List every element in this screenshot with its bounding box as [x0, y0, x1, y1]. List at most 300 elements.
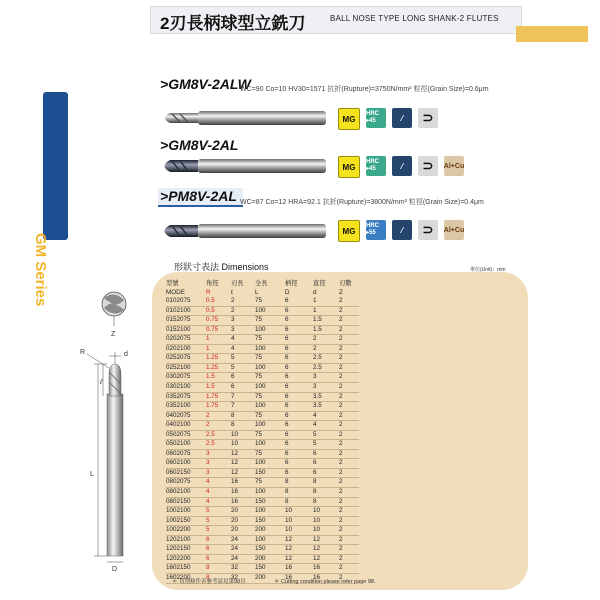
cell-r: 6: [206, 535, 210, 543]
cell-d: 2: [313, 344, 317, 352]
cell-mode: 0102075: [166, 297, 191, 305]
cell-d: 3.5: [313, 402, 322, 410]
end-mill-image-1: [158, 106, 328, 130]
cell-mode: 0152100: [166, 325, 191, 333]
cell-L: 75: [255, 316, 263, 324]
cell-z: 2: [339, 478, 343, 486]
cell-D: 6: [285, 392, 289, 400]
table-row: [166, 545, 359, 555]
cell-d: 5: [313, 430, 317, 438]
product-name-2: >GM8V-2AL: [160, 137, 239, 153]
ball-nose-icon: ⊃: [418, 156, 438, 176]
table-row: [166, 459, 359, 469]
cell-D: 6: [285, 430, 289, 438]
cell-z: 2: [339, 354, 343, 362]
cell-mode: 0202100: [166, 344, 191, 352]
cell-mode: 0302100: [166, 383, 191, 391]
cell-z: 2: [339, 344, 343, 352]
cell-z: 2: [339, 325, 343, 333]
side-label-pm: PM Series: [32, 310, 49, 383]
cell-r: 6: [206, 554, 210, 562]
tool-top-view-drawing: [90, 282, 152, 342]
cell-l: 12: [231, 459, 239, 467]
cell-r: 2.5: [206, 430, 215, 438]
cell-z: 2: [339, 316, 343, 324]
cell-d: 4: [313, 411, 317, 419]
cell-r: 1.75: [206, 392, 219, 400]
cell-L: 100: [255, 363, 266, 371]
cell-l: 2: [231, 297, 235, 305]
table-row: [166, 392, 359, 402]
table-row: [166, 383, 359, 393]
flute-angle-icon: ⁄: [392, 108, 412, 128]
cell-z: 2: [339, 373, 343, 381]
flute-angle-icon: ⁄: [392, 220, 412, 240]
cell-d: 1: [313, 297, 317, 305]
cell-l: 16: [231, 478, 239, 486]
cell-L: 100: [255, 344, 266, 352]
cell-d: 3: [313, 373, 317, 381]
table-row: [166, 554, 359, 564]
cell-z: 2: [339, 430, 343, 438]
label-L: L: [90, 471, 94, 478]
cell-d: 12: [313, 554, 321, 562]
cell-z: 2: [339, 535, 343, 543]
product-name-1-text: GM8V-2ALW: [168, 76, 251, 92]
cell-d: 6: [313, 468, 317, 476]
product-name-3: >PM8V-2AL: [158, 188, 243, 207]
cell-L: 75: [255, 335, 263, 343]
cell-l: 32: [231, 564, 239, 572]
col-zh-z: 刃數: [339, 280, 352, 287]
cell-d: 3.5: [313, 392, 322, 400]
cell-L: 150: [255, 564, 266, 572]
side-label-gm: GM Series: [32, 233, 49, 307]
cell-r: 1.5: [206, 373, 215, 381]
cell-mode: 1002150: [166, 516, 191, 524]
cell-mode: 0202075: [166, 335, 191, 343]
label-D: D: [112, 566, 118, 573]
col-l: ℓ: [231, 288, 234, 296]
col-mode: MODE: [166, 288, 185, 296]
cell-z: 2: [339, 564, 343, 572]
cell-mode: 0802075: [166, 478, 191, 486]
cell-L: 100: [255, 459, 266, 467]
cell-r: 4: [206, 497, 210, 505]
cell-z: 2: [339, 440, 343, 448]
mg-badge: MG: [338, 108, 360, 130]
table-row: [166, 402, 359, 412]
cell-z: 2: [339, 573, 343, 581]
cell-r: 8: [206, 564, 210, 572]
col-zh-l: 刃長: [231, 280, 244, 287]
page-title-zh: 2刃長柄球型立銑刀: [160, 14, 306, 33]
col-zh-L: 全長: [255, 280, 268, 287]
cell-mode: 0352075: [166, 392, 191, 400]
cell-l: 7: [231, 402, 235, 410]
cell-l: 12: [231, 449, 239, 457]
cell-z: 2: [339, 411, 343, 419]
cell-l: 7: [231, 392, 235, 400]
cell-D: 16: [285, 564, 293, 572]
cell-L: 200: [255, 554, 266, 562]
ball-nose-icon: ⊃: [418, 108, 438, 128]
cell-z: 2: [339, 392, 343, 400]
cell-mode: 0402100: [166, 421, 191, 429]
cell-z: 2: [339, 488, 343, 496]
label-d: d: [124, 351, 128, 358]
cell-r: 3: [206, 468, 210, 476]
cell-D: 6: [285, 383, 289, 391]
label-l: ℓ: [100, 379, 103, 386]
table-row: [166, 316, 359, 326]
cell-L: 75: [255, 297, 263, 305]
cell-r: 2: [206, 421, 210, 429]
cell-D: 6: [285, 421, 289, 429]
cell-l: 24: [231, 545, 239, 553]
cell-r: 1.25: [206, 354, 219, 362]
cell-d: 1: [313, 306, 317, 314]
cell-D: 6: [285, 354, 289, 362]
col-L: L: [255, 288, 259, 296]
col-zh-mode: 型號: [166, 280, 179, 287]
col-r: R: [206, 288, 211, 296]
cell-d: 16: [313, 573, 321, 581]
cell-l: 16: [231, 497, 239, 505]
cell-d: 1.5: [313, 316, 322, 324]
cell-l: 10: [231, 430, 239, 438]
cell-d: 1.5: [313, 325, 322, 333]
product-specs-3: WC=87 Co=12 HRA=92.1 抗折(Rupture)=3800N/mm² 粒徑(Grain Size)=0.4μm: [240, 199, 484, 206]
note-en: ＊ Cutting condition please refer page 98.: [274, 579, 376, 585]
cell-mode: 1602150: [166, 564, 191, 572]
cell-l: 20: [231, 516, 239, 524]
cell-r: 5: [206, 507, 210, 515]
cell-L: 100: [255, 488, 266, 496]
cell-D: 6: [285, 373, 289, 381]
header-accent: [516, 26, 588, 42]
cell-L: 75: [255, 478, 263, 486]
cell-d: 6: [313, 449, 317, 457]
cell-D: 6: [285, 459, 289, 467]
cell-l: 2: [231, 306, 235, 314]
cell-d: 8: [313, 478, 317, 486]
cell-d: 16: [313, 564, 321, 572]
cell-l: 3: [231, 325, 235, 333]
mg-badge: MG: [338, 156, 360, 178]
unit-label: 單位(Unit)：mm: [470, 267, 506, 273]
table-row: [166, 478, 359, 488]
cell-L: 75: [255, 411, 263, 419]
cell-L: 75: [255, 430, 263, 438]
table-row: [166, 411, 359, 421]
cell-L: 75: [255, 392, 263, 400]
cell-L: 100: [255, 306, 266, 314]
cell-r: 6: [206, 545, 210, 553]
cell-r: 1.75: [206, 402, 219, 410]
table-row: [166, 354, 359, 364]
table-row: [166, 430, 359, 440]
cell-mode: 0152075: [166, 316, 191, 324]
cell-z: 2: [339, 545, 343, 553]
cell-z: 2: [339, 297, 343, 305]
cell-D: 6: [285, 440, 289, 448]
al-cu-badge: Al+Cu: [444, 220, 464, 240]
col-z: Z: [339, 288, 343, 296]
table-row: [166, 497, 359, 507]
cell-L: 75: [255, 449, 263, 457]
cell-D: 16: [285, 573, 293, 581]
cell-d: 12: [313, 535, 321, 543]
cell-d: 3: [313, 383, 317, 391]
cell-d: 2.5: [313, 354, 322, 362]
series-side-tab: [32, 92, 68, 383]
table-row: [166, 363, 359, 373]
cell-L: 150: [255, 516, 266, 524]
cell-D: 12: [285, 554, 293, 562]
cell-D: 8: [285, 488, 289, 496]
cell-r: 2: [206, 411, 210, 419]
cell-mode: 0352100: [166, 402, 191, 410]
product-name-3-text: PM8V-2AL: [168, 188, 237, 204]
cell-d: 2: [313, 335, 317, 343]
cell-l: 4: [231, 344, 235, 352]
col-zh-d: 直徑: [313, 280, 326, 287]
hrc-badge: HRC ▸45: [366, 156, 386, 176]
cell-mode: 0252100: [166, 363, 191, 371]
cell-d: 8: [313, 497, 317, 505]
cell-mode: 0802100: [166, 488, 191, 496]
cell-z: 2: [339, 335, 343, 343]
cell-l: 20: [231, 526, 239, 534]
cell-mode: 0502100: [166, 440, 191, 448]
cell-r: 2.5: [206, 440, 215, 448]
cell-D: 12: [285, 535, 293, 543]
dimensions-table: [166, 280, 359, 584]
cell-l: 8: [231, 411, 235, 419]
cell-D: 12: [285, 545, 293, 553]
badges-2: [338, 156, 464, 178]
badges-1: [338, 108, 438, 130]
cell-L: 200: [255, 526, 266, 534]
cell-D: 6: [285, 402, 289, 410]
cell-z: 2: [339, 363, 343, 371]
cell-D: 6: [285, 316, 289, 324]
cell-r: 8: [206, 573, 210, 581]
label-r: R: [80, 349, 86, 356]
cell-z: 2: [339, 554, 343, 562]
hrc-badge: HRC ▸55: [366, 220, 386, 240]
cell-d: 8: [313, 488, 317, 496]
cell-r: 0.75: [206, 316, 219, 324]
dimensions-title: 形狀寸表法 Dimensions: [174, 262, 269, 272]
cell-L: 100: [255, 507, 266, 515]
cell-d: 10: [313, 526, 321, 534]
cell-L: 75: [255, 354, 263, 362]
cell-d: 10: [313, 507, 321, 515]
cell-D: 10: [285, 516, 293, 524]
cell-D: 6: [285, 344, 289, 352]
cell-l: 12: [231, 468, 239, 476]
cell-mode: 1202200: [166, 554, 191, 562]
cell-L: 150: [255, 468, 266, 476]
cell-D: 6: [285, 297, 289, 305]
table-row: [166, 488, 359, 498]
hrc-badge: HRC ▸45: [366, 108, 386, 128]
cell-mode: 0252075: [166, 354, 191, 362]
cell-z: 2: [339, 421, 343, 429]
cell-L: 200: [255, 573, 266, 581]
dimensions-body: [166, 297, 359, 583]
cell-r: 1: [206, 344, 210, 352]
table-row: [166, 535, 359, 545]
end-mill-image-2: [158, 154, 328, 178]
tool-side-view-drawing: [62, 344, 144, 574]
cell-l: 24: [231, 554, 239, 562]
cell-r: 0.75: [206, 325, 219, 333]
cell-r: 4: [206, 478, 210, 486]
cell-mode: 0602100: [166, 459, 191, 467]
badges-3: [338, 220, 464, 242]
table-row: [166, 297, 359, 306]
cell-D: 6: [285, 335, 289, 343]
cell-r: 1.25: [206, 363, 219, 371]
cell-l: 10: [231, 440, 239, 448]
cell-z: 2: [339, 468, 343, 476]
table-row: [166, 325, 359, 335]
cell-d: 6: [313, 459, 317, 467]
col-zh-D: 柄徑: [285, 280, 298, 287]
col-d: d: [313, 288, 317, 296]
cell-r: 5: [206, 516, 210, 524]
cell-mode: 1002200: [166, 526, 191, 534]
ball-nose-icon: ⊃: [418, 220, 438, 240]
col-D: D: [285, 288, 290, 296]
cell-D: 8: [285, 478, 289, 486]
product-name-1: >GM8V-2ALW: [160, 76, 251, 92]
cell-mode: 0802150: [166, 497, 191, 505]
cell-D: 10: [285, 507, 293, 515]
product-name-2-text: GM8V-2AL: [168, 137, 239, 153]
cell-l: 3: [231, 316, 235, 324]
table-row: [166, 564, 359, 574]
table-row: [166, 373, 359, 383]
cell-D: 6: [285, 325, 289, 333]
cell-d: 12: [313, 545, 321, 553]
table-row: [166, 516, 359, 526]
table-row: [166, 507, 359, 517]
cell-r: 1.5: [206, 383, 215, 391]
cell-d: 10: [313, 516, 321, 524]
cell-mode: 0602150: [166, 468, 191, 476]
cell-mode: 0102100: [166, 306, 191, 314]
cell-z: 2: [339, 383, 343, 391]
cell-z: 2: [339, 449, 343, 457]
cell-l: 5: [231, 354, 235, 362]
cell-r: 5: [206, 526, 210, 534]
product-specs-1: WC=90 Co=10 HV30=1571 抗折(Rupture)=3750N/mm² 粒徑(Grain Size)=0.6μm: [240, 86, 489, 93]
header-row-en: [166, 289, 359, 298]
end-mill-image-3: [158, 219, 328, 243]
cell-l: 4: [231, 335, 235, 343]
mg-badge: MG: [338, 220, 360, 242]
table-row: [166, 468, 359, 478]
label-z: Z: [111, 331, 116, 338]
cell-r: 4: [206, 488, 210, 496]
cell-D: 10: [285, 526, 293, 534]
cell-L: 100: [255, 535, 266, 543]
cell-mode: 0402075: [166, 411, 191, 419]
cell-D: 6: [285, 363, 289, 371]
cell-l: 24: [231, 535, 239, 543]
cell-L: 75: [255, 373, 263, 381]
cell-D: 6: [285, 468, 289, 476]
cell-L: 100: [255, 325, 266, 333]
table-row: [166, 449, 359, 459]
cell-l: 20: [231, 507, 239, 515]
cell-r: 3: [206, 459, 210, 467]
cell-l: 6: [231, 373, 235, 381]
cell-d: 5: [313, 440, 317, 448]
col-zh-r: 角徑: [206, 280, 219, 287]
cell-z: 2: [339, 402, 343, 410]
cell-d: 2.5: [313, 363, 322, 371]
cell-L: 100: [255, 440, 266, 448]
cell-L: 100: [255, 402, 266, 410]
cell-D: 6: [285, 449, 289, 457]
cell-mode: 1202150: [166, 545, 191, 553]
cell-mode: 0602075: [166, 449, 191, 457]
cell-L: 150: [255, 497, 266, 505]
header-row-zh: [166, 280, 359, 289]
cell-z: 2: [339, 497, 343, 505]
table-row: [166, 306, 359, 316]
cell-r: 3: [206, 449, 210, 457]
cell-mode: 1002100: [166, 507, 191, 515]
cell-D: 6: [285, 411, 289, 419]
cell-r: 1: [206, 335, 210, 343]
cell-r: 0.5: [206, 297, 215, 305]
cell-l: 8: [231, 421, 235, 429]
table-row: [166, 335, 359, 345]
cell-mode: 1602200: [166, 573, 191, 581]
table-row: [166, 344, 359, 354]
cell-D: 8: [285, 497, 289, 505]
cell-l: 16: [231, 488, 239, 496]
cell-l: 32: [231, 573, 239, 581]
cell-mode: 0302075: [166, 373, 191, 381]
al-cu-badge: Al+Cu: [444, 156, 464, 176]
cell-mode: 0502075: [166, 430, 191, 438]
table-row: [166, 526, 359, 536]
cell-z: 2: [339, 306, 343, 314]
note-zh: ＊ 切削條件表參考請見第98頁: [172, 579, 246, 585]
cell-z: 2: [339, 459, 343, 467]
table-row: [166, 440, 359, 450]
cell-L: 100: [255, 421, 266, 429]
cell-z: 2: [339, 507, 343, 515]
cell-mode: 1202100: [166, 535, 191, 543]
cell-z: 2: [339, 516, 343, 524]
cell-L: 100: [255, 383, 266, 391]
flute-angle-icon: ⁄: [392, 156, 412, 176]
cell-d: 4: [313, 421, 317, 429]
cell-r: 0.5: [206, 306, 215, 314]
cell-l: 6: [231, 383, 235, 391]
page-title-en: BALL NOSE TYPE LONG SHANK-2 FLUTES: [330, 14, 499, 23]
cell-D: 6: [285, 306, 289, 314]
cell-z: 2: [339, 526, 343, 534]
